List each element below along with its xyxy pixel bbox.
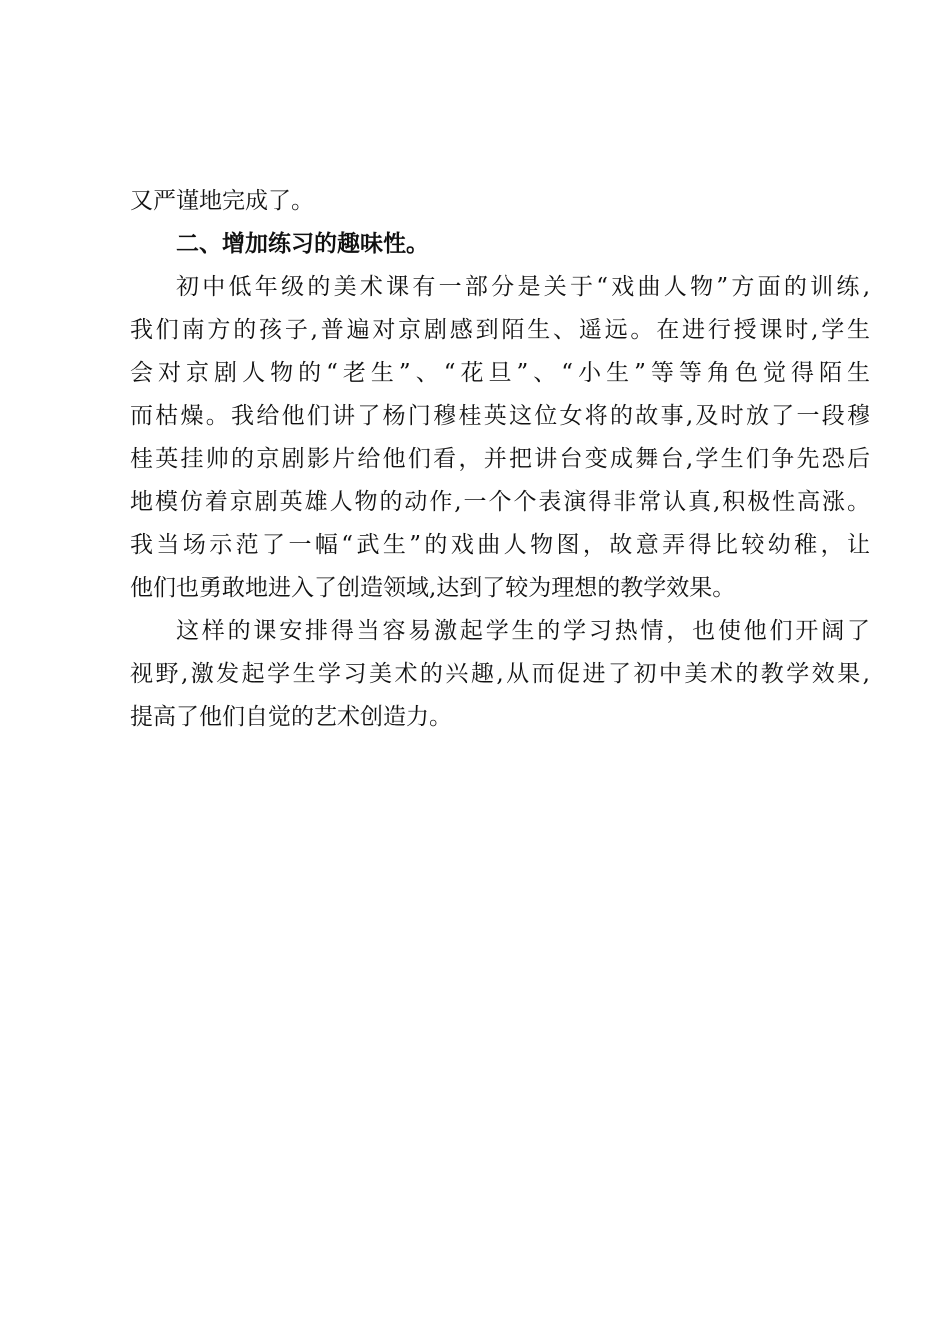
section-heading: 二、增加练习的趣味性。 xyxy=(176,231,429,257)
paragraph-line: 初中低年级的美术课有一部分是关于“戏曲人物”方面的训练, xyxy=(176,274,870,300)
paragraph-line: 而枯燥。我给他们讲了杨门穆桂英这位女将的故事,及时放了一段穆 xyxy=(130,403,870,429)
paragraph-line: 我当场示范了一幅“武生”的戏曲人物图，故意弄得比较幼稚，让 xyxy=(130,532,870,558)
paragraph-continuation-line: 又严谨地完成了。 xyxy=(130,188,314,214)
paragraph-line: 视野,激发起学生学习美术的兴趣,从而促进了初中美术的教学效果, xyxy=(130,661,870,687)
paragraph-line: 这样的课安排得当容易激起学生的学习热情，也使他们开阔了 xyxy=(176,618,870,644)
document-body xyxy=(130,180,870,739)
paragraph-line: 会对京剧人物的“老生”、“花旦”、“小生”等等角色觉得陌生 xyxy=(130,360,870,386)
paragraph-line: 地模仿着京剧英雄人物的动作,一个个表演得非常认真,积极性高涨。 xyxy=(130,489,870,515)
paragraph-line: 我们南方的孩子,普遍对京剧感到陌生、遥远。在进行授课时,学生 xyxy=(130,317,870,343)
paragraph-line: 他们也勇敢地进入了创造领域,达到了较为理想的教学效果。 xyxy=(130,575,736,601)
paragraph-line: 桂英挂帅的京剧影片给他们看，并把讲台变成舞台,学生们争先恐后 xyxy=(130,446,870,472)
paragraph-line: 提高了他们自觉的艺术创造力。 xyxy=(130,704,452,730)
